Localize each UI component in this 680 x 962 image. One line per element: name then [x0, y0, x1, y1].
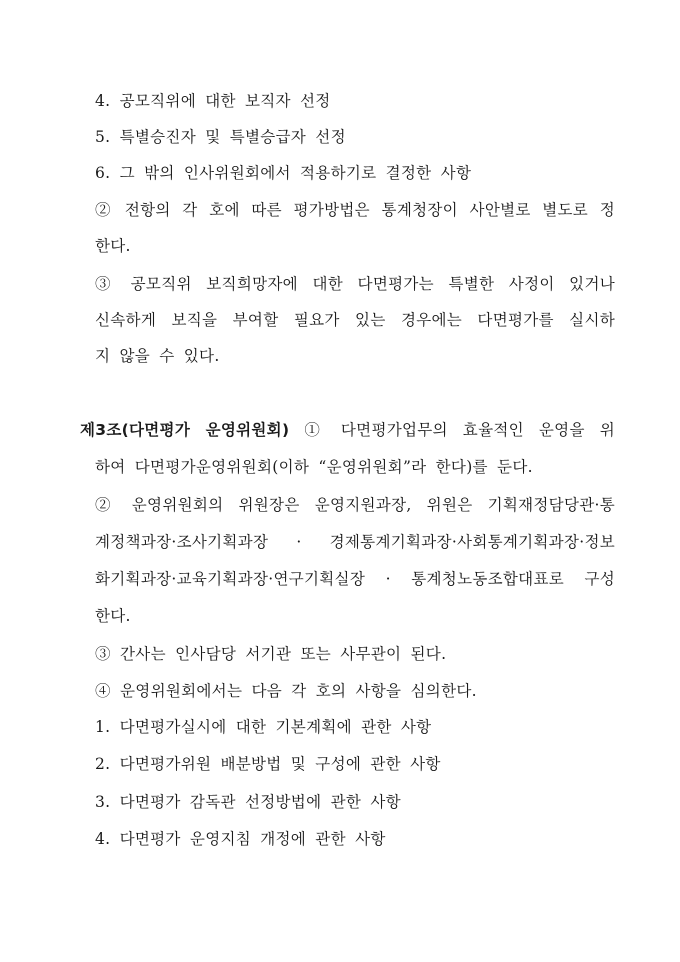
paragraph-3-line-3: 지 않을 수 있다. [95, 347, 220, 365]
list-item-5: 5. 특별승진자 및 특별승급자 선정 [95, 128, 346, 146]
article-3-item-4: 4. 다면평가 운영지침 개정에 관한 사항 [95, 830, 386, 848]
article-3-para-2-line-3: 화기획과장·교육기획과장·연구기획실장 · 통계청노동조합대표로 구성 [95, 570, 615, 588]
paragraph-3-line-2: 신속하게 보직을 부여할 필요가 있는 경우에는 다면평가를 실시하 [95, 311, 615, 329]
article-3-item-2: 2. 다면평가위원 배분방법 및 구성에 관한 사항 [95, 755, 441, 773]
article-3-para-1-line-1: ① 다면평가업무의 효율적인 운영을 위 [304, 421, 615, 439]
paragraph-3-line-1: ③ 공모직위 보직희망자에 대한 다면평가는 특별한 사정이 있거나 [95, 275, 615, 293]
article-3-para-1-line-2: 하여 다면평가운영위원회(이하 “운영위원회”라 한다)를 둔다. [95, 458, 533, 476]
paragraph-2-line-1: ② 전항의 각 호에 따른 평가방법은 통계청장이 사안별로 별도로 정 [95, 201, 615, 219]
article-3-first-line [80, 419, 615, 441]
article-3-item-1: 1. 다면평가실시에 대한 기본계획에 관한 사항 [95, 718, 432, 736]
article-3-heading: 제3조(다면평가 운영위원회) [80, 421, 290, 439]
list-item-4: 4. 공모직위에 대한 보직자 선정 [95, 92, 331, 110]
article-3-para-2-line-2: 계정책과장·조사기획과장 · 경제통계기획과장·사회통계기획과장·정보 [95, 533, 615, 551]
article-3-para-2-line-1: ② 운영위원회의 위원장은 운영지원과장, 위원은 기획재정담당관·통 [95, 496, 615, 514]
article-3-para-4: ④ 운영위원회에서는 다음 각 호의 사항을 심의한다. [95, 682, 477, 700]
paragraph-2-line-2: 한다. [95, 237, 131, 255]
list-item-6: 6. 그 밖의 인사위원회에서 적용하기로 결정한 사항 [95, 164, 472, 182]
article-3-para-3: ③ 간사는 인사담당 서기관 또는 사무관이 된다. [95, 645, 447, 663]
article-3-para-2-line-4: 한다. [95, 607, 131, 625]
article-3-item-3: 3. 다면평가 감독관 선정방법에 관한 사항 [95, 793, 401, 811]
